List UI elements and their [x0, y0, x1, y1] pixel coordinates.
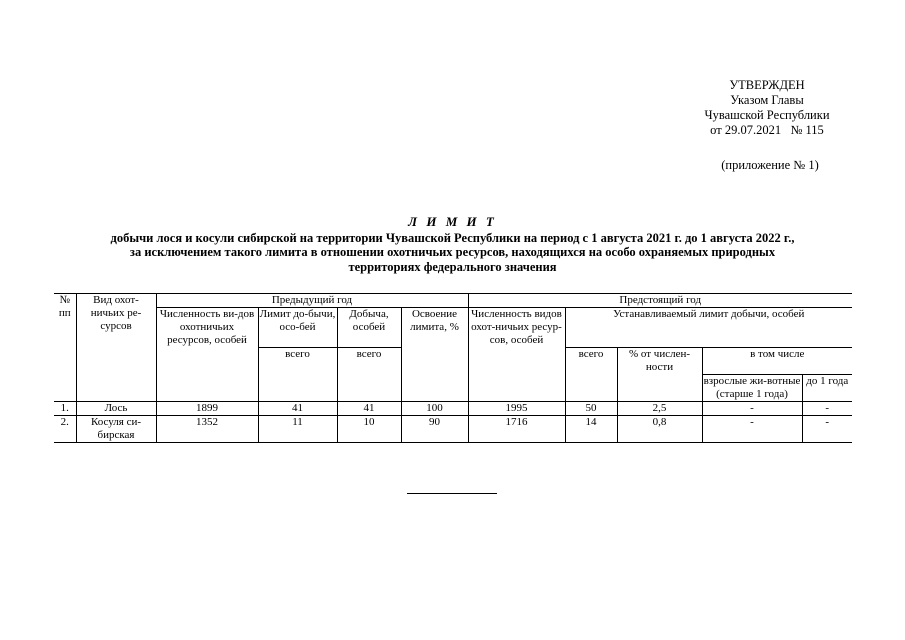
row-total: 50 — [565, 401, 617, 415]
header-number: № пп — [54, 294, 76, 402]
title-main: Л И М И Т — [408, 214, 497, 229]
header-prev-count: Численность ви-дов охотничьих ресурсов, особей — [156, 308, 258, 348]
header-next-year: Предстоящий год — [468, 294, 852, 308]
row-prev-count: 1352 — [156, 415, 258, 442]
header-next-total: всего — [565, 347, 617, 401]
row-percent: 0,8 — [617, 415, 702, 442]
header-species: Вид охот-ничьих ре-сурсов — [76, 294, 156, 402]
row-next-count: 1995 — [468, 401, 565, 415]
document-title — [40, 215, 865, 274]
row-prev-limit: 11 — [258, 415, 337, 442]
header-prev-limit-total: всего — [258, 347, 337, 374]
header-next-limit: Устанавливаемый лимит добычи, особей — [565, 308, 852, 348]
row-adults: - — [702, 415, 802, 442]
row-species: Косуля си-бирская — [76, 415, 156, 442]
row-percent: 2,5 — [617, 401, 702, 415]
approval-authority: Чувашской Республики — [704, 108, 830, 122]
row-prev-limit: 41 — [258, 401, 337, 415]
header-next-percent: % от числен-ности — [617, 347, 702, 401]
row-young: - — [802, 415, 852, 442]
title-line-1: добычи лося и косули сибирской на территории Чувашской Республики на период с 1 августа 2021 г. до 1 августа 2022 г., — [110, 230, 795, 245]
approval-status: УТВЕРЖДЕН — [729, 78, 805, 92]
row-prev-development: 90 — [401, 415, 468, 442]
row-adults: - — [702, 401, 802, 415]
table-row — [54, 415, 852, 442]
row-total: 14 — [565, 415, 617, 442]
row-number: 2. — [54, 415, 76, 442]
row-young: - — [802, 401, 852, 415]
row-species: Лось — [76, 401, 156, 415]
header-prev-development: Освоение лимита, % — [401, 308, 468, 348]
header-prev-catch-total: всего — [337, 347, 401, 374]
header-previous-year: Предыдущий год — [156, 294, 468, 308]
header-prev-limit: Лимит до-бычи, осо-бей — [258, 308, 337, 348]
table-row — [54, 401, 852, 415]
row-prev-catch: 41 — [337, 401, 401, 415]
limit-table — [54, 293, 852, 443]
row-prev-catch: 10 — [337, 415, 401, 442]
header-young: до 1 года — [802, 374, 852, 401]
approval-decree: Указом Главы — [730, 93, 804, 107]
title-line-2: за исключением такого лимита в отношении охотничьих ресурсов, находящихся на особо охраняемых природных — [129, 245, 776, 259]
row-prev-development: 100 — [401, 401, 468, 415]
header-including: в том числе — [702, 347, 852, 374]
header-adults: взрослые жи-вотные (старше 1 года) — [703, 374, 801, 400]
appendix-note: (приложение № 1) — [721, 158, 819, 172]
approval-date-number: от 29.07.2021 № 115 — [710, 123, 824, 137]
row-number: 1. — [54, 401, 76, 415]
header-prev-catch: Добыча, особей — [337, 308, 401, 348]
approval-block — [672, 78, 862, 138]
row-next-count: 1716 — [468, 415, 565, 442]
closing-rule — [407, 493, 497, 494]
header-next-count: Численность видов охот-ничьих ресур-сов, особей — [468, 308, 565, 348]
row-prev-count: 1899 — [156, 401, 258, 415]
title-line-3: территориях федерального значения — [348, 259, 557, 274]
